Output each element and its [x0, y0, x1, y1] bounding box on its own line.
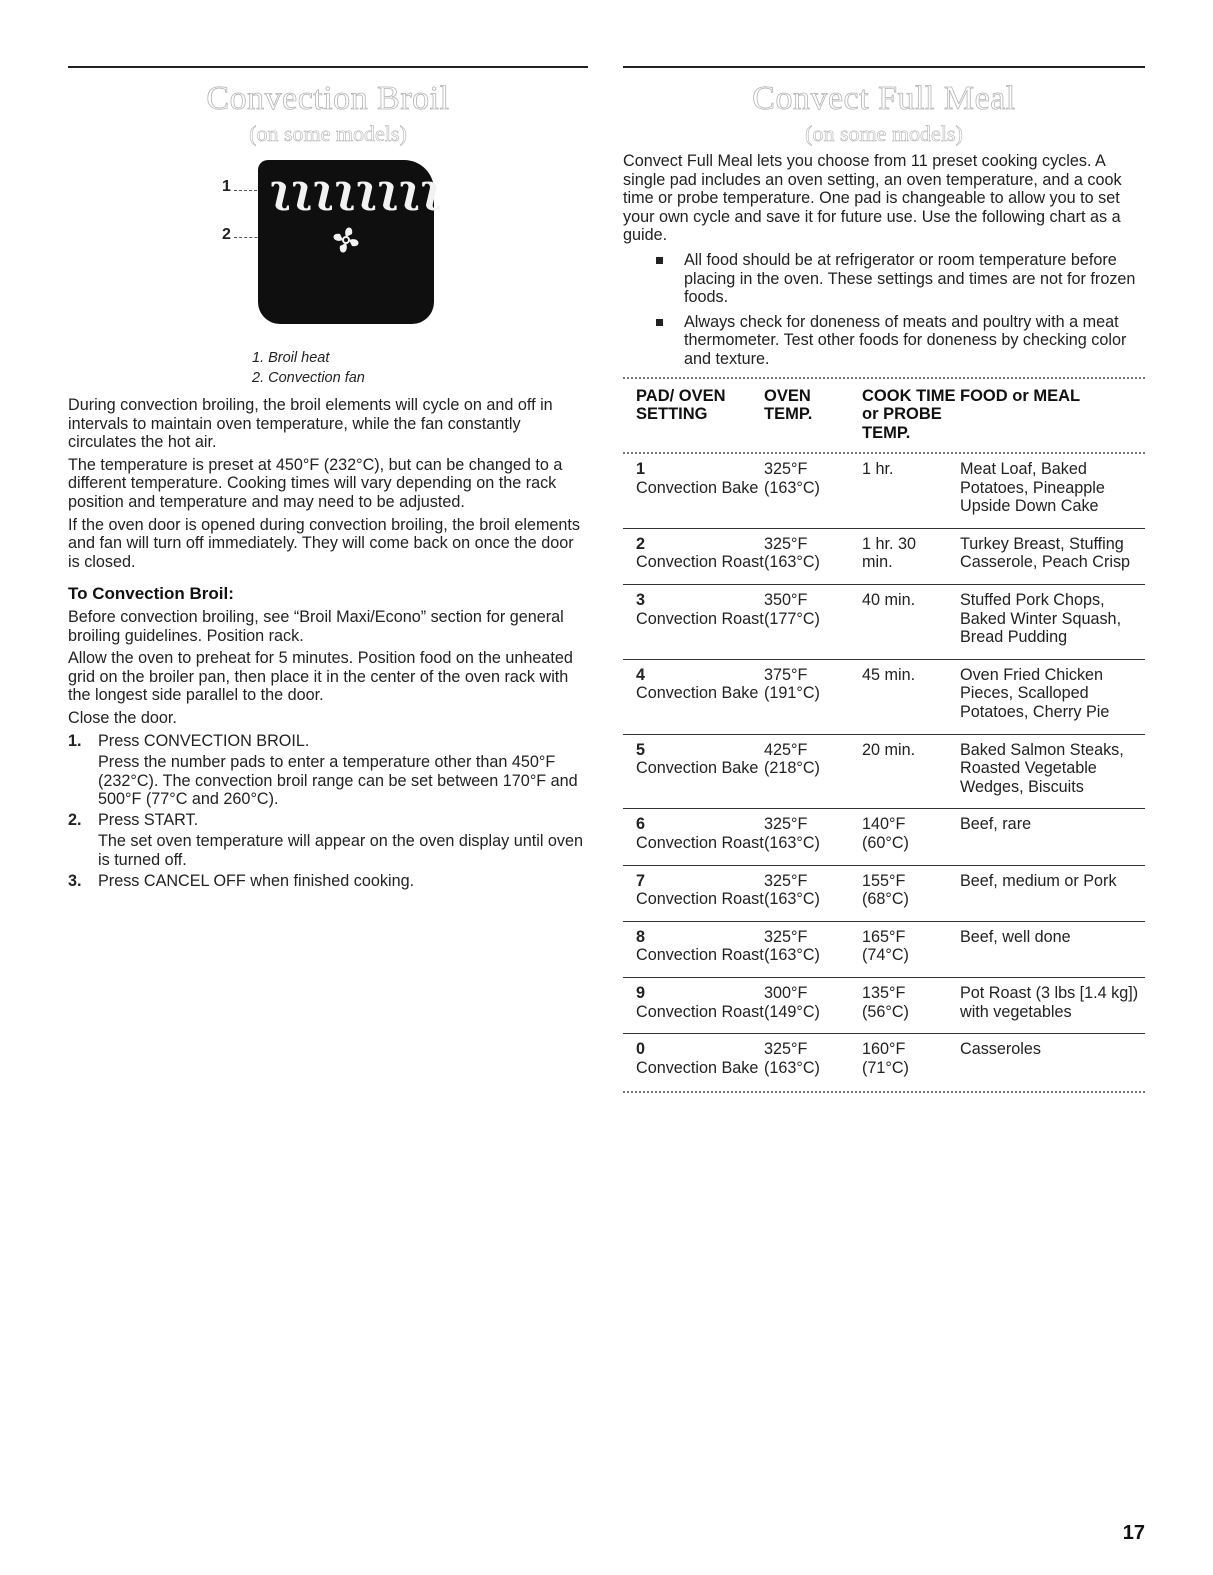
oven-temp-c: (163°C) [764, 890, 820, 909]
section-subtitle: (on some models) [805, 121, 963, 146]
oven-temp-f: 325°F [764, 534, 808, 553]
pad-cell [623, 585, 764, 660]
oven-temp-cell [764, 659, 862, 734]
table-row [623, 921, 1145, 977]
cook-time-primary: 155°F [862, 871, 906, 890]
oven-setting: Convection Bake [636, 478, 759, 497]
oven-setting: Convection Roast [636, 609, 764, 628]
oven-setting: Convection Bake [636, 1058, 759, 1077]
step-text: Press CANCEL OFF when finished cooking. [98, 871, 415, 890]
table-row [623, 659, 1145, 734]
convect-full-meal-section [623, 66, 1145, 1093]
food-cell: Oven Fried Chicken Pieces, Scalloped Potatoes, Cherry Pie [960, 659, 1145, 734]
paragraph-temperature: The temperature is preset at 450°F (232°C), but can be changed to a different temperature. Cooking times will vary depending on the rack position and temperature and may need to be adjusted. [68, 455, 563, 511]
pad-number: 6 [636, 815, 646, 834]
cook-time-primary: 160°F [862, 1040, 906, 1059]
oven-temp-c: (149°C) [764, 1002, 820, 1021]
intro-paragraph: Convect Full Meal lets you choose from 11 preset cooking cycles. A single pad includes an oven setting, an oven temperature, and a cook time or probe temperature. One pad is changeable to allow you to set your own cycle and save it for future use. Use the following chart as a guide. [623, 152, 1122, 245]
food-cell: Casseroles [960, 1040, 1041, 1059]
oven-temp-c: (163°C) [764, 478, 820, 497]
oven-temp-c: (163°C) [764, 946, 820, 965]
cook-time-cell [862, 1034, 960, 1090]
food-cell: Baked Salmon Steaks, Roasted Vegetable Wedges, Biscuits [960, 734, 1145, 809]
pad-cell [623, 921, 764, 977]
pad-number: 5 [636, 740, 646, 759]
step-number: 2. [68, 810, 82, 829]
instruction-before: Before convection broiling, see “Broil Maxi/Econo” section for general broiling guidelines. Position rack. [68, 607, 564, 645]
oven-setting: Convection Roast [636, 946, 764, 965]
bullet-square-icon [656, 319, 663, 326]
cook-time-cell [862, 865, 960, 921]
step-detail: The set oven temperature will appear on the oven display until oven is turned off. [98, 832, 584, 870]
pad-cell [623, 734, 764, 809]
table-bottom-rule [623, 1091, 1145, 1093]
step-item [68, 872, 588, 891]
step-number: 1. [68, 731, 82, 750]
table-body [623, 452, 1145, 1089]
step-item [68, 811, 588, 870]
step-item [68, 732, 588, 809]
cook-time-primary: 40 min. [862, 591, 916, 609]
food-cell: Beef, rare [960, 809, 1145, 865]
pad-cell [623, 454, 764, 528]
convection-fan-icon [328, 222, 364, 258]
cook-time-primary: 165°F [862, 927, 906, 946]
section-subtitle: (on some models) [249, 121, 407, 146]
oven-setting: Convection Roast [636, 1002, 764, 1021]
pad-cell [623, 528, 764, 584]
bullet-square-icon [656, 257, 663, 264]
food-cell: Stuffed Pork Chops, Baked Winter Squash, Bread Pudding [960, 585, 1145, 660]
food-cell: Pot Roast (3 lbs [1.4 kg]) with vegetables [960, 977, 1145, 1033]
oven-temp-f: 325°F [764, 1040, 808, 1059]
pad-cell [623, 977, 764, 1033]
pad-cell [623, 809, 764, 865]
cook-time-primary: 135°F [862, 983, 906, 1002]
oven-setting: Convection Roast [636, 890, 764, 909]
oven-temp-cell [764, 921, 862, 977]
bullet-text: All food should be at refrigerator or room temperature before placing in the oven. These settings and times are not for frozen foods. [684, 250, 1136, 307]
food-cell: Beef, medium or Pork [960, 865, 1145, 921]
oven-temp-cell [764, 734, 862, 809]
oven-temp-c: (177°C) [764, 609, 820, 628]
table-row [623, 734, 1145, 809]
cook-time-primary: 1 hr. [862, 460, 894, 479]
oven-setting: Convection Bake [636, 759, 759, 778]
oven-temp-cell [764, 809, 862, 865]
oven-temp-cell [764, 585, 862, 660]
cook-time-cell [862, 921, 960, 977]
top-rule [623, 66, 1145, 68]
section-title: Convect Full Meal [752, 80, 1016, 117]
oven-temp-f: 325°F [764, 460, 808, 479]
cooking-cycle-table [623, 379, 1145, 1090]
cook-time-secondary: min. [862, 553, 893, 572]
oven-temp-c: (191°C) [764, 684, 820, 703]
pad-number: 7 [636, 871, 646, 890]
oven-temp-f: 375°F [764, 665, 808, 684]
instruction-close-door: Close the door. [68, 708, 177, 727]
oven-display-panel [258, 160, 443, 324]
oven-temp-f: 425°F [764, 740, 808, 759]
oven-temp-f: 325°F [764, 871, 808, 890]
callout-number-2: 2 [222, 226, 231, 243]
table-header-row [623, 379, 1145, 453]
cook-time-secondary: (74°C) [862, 946, 909, 965]
cook-time-secondary: (71°C) [862, 1058, 909, 1077]
oven-temp-f: 325°F [764, 927, 808, 946]
pad-number: 8 [636, 927, 646, 946]
oven-temp-c: (163°C) [764, 1058, 820, 1077]
cook-time-cell [862, 977, 960, 1033]
header-cook-time: COOK TIME or PROBE TEMP. [862, 386, 956, 442]
oven-temp-cell [764, 454, 862, 528]
figure-caption-2: 2. Convection fan [252, 370, 365, 386]
cook-time-secondary: (68°C) [862, 890, 909, 909]
cook-time-secondary: (60°C) [862, 833, 909, 852]
broil-heat-icon: ʅʅʅʅʅʅʅʅ [270, 166, 443, 211]
oven-temp-f: 300°F [764, 983, 808, 1002]
oven-temp-cell [764, 865, 862, 921]
instruction-preheat: Allow the oven to preheat for 5 minutes. Position food on the unheated grid on the broiler pan, then place it in the center of the oven rack with the longest side parallel to the door. [68, 649, 573, 705]
pad-number: 3 [636, 591, 646, 609]
oven-temp-cell [764, 1034, 862, 1090]
oven-temp-cell [764, 528, 862, 584]
paragraph-cycling: During convection broiling, the broil elements will cycle on and off in intervals to maintain oven temperature, while the fan constantly circulates the hot air. [68, 396, 553, 452]
cook-time-cell [862, 454, 960, 528]
cook-time-cell [862, 585, 960, 660]
pad-number: 9 [636, 983, 646, 1002]
oven-setting: Convection Bake [636, 684, 759, 703]
section-title: Convection Broil [206, 80, 450, 117]
callout-number-1: 1 [222, 178, 231, 195]
pad-number: 4 [636, 665, 646, 684]
header-pad-setting: PAD/ OVEN SETTING [636, 386, 726, 424]
table-row [623, 865, 1145, 921]
oven-temp-c: (163°C) [764, 833, 820, 852]
table-row [623, 977, 1145, 1033]
top-rule [68, 66, 588, 68]
cook-time-secondary: (56°C) [862, 1002, 909, 1021]
pad-number: 2 [636, 534, 646, 553]
bullet-item [623, 313, 1145, 369]
step-text: Press START. [98, 810, 199, 829]
page-number: 17 [1122, 1522, 1145, 1544]
bullet-item [623, 251, 1145, 307]
pad-number: 1 [636, 460, 646, 479]
convection-broil-figure [68, 152, 588, 392]
oven-setting: Convection Roast [636, 553, 764, 572]
bullet-list [623, 251, 1145, 369]
oven-temp-f: 325°F [764, 815, 808, 834]
step-number: 3. [68, 871, 82, 890]
table-row [623, 1034, 1145, 1090]
food-cell: Turkey Breast, Stuffing Casserole, Peach Crisp [960, 528, 1145, 584]
bullet-text: Always check for doneness of meats and poultry with a meat thermometer. Test other foods for doneness by checking color and texture. [684, 312, 1127, 368]
paragraph-door: If the oven door is opened during convection broiling, the broil elements and fan will turn off immediately. They will come back on once the door is closed. [68, 515, 581, 571]
table-row [623, 454, 1145, 528]
pad-cell [623, 1034, 764, 1090]
cook-time-cell [862, 734, 960, 809]
cook-time-primary: 20 min. [862, 740, 916, 759]
pad-cell [623, 659, 764, 734]
oven-setting: Convection Roast [636, 833, 764, 852]
cook-time-cell [862, 659, 960, 734]
cook-time-primary: 140°F [862, 815, 906, 834]
header-food: FOOD or MEAL [960, 386, 1081, 405]
cook-time-cell [862, 809, 960, 865]
cook-time-primary: 45 min. [862, 665, 916, 684]
convection-broil-section [68, 66, 588, 890]
header-oven-temp: OVEN TEMP. [764, 386, 813, 424]
table-row [623, 809, 1145, 865]
oven-temp-cell [764, 977, 862, 1033]
pad-number: 0 [636, 1040, 646, 1059]
subhead-to-convection-broil: To Convection Broil: [68, 584, 234, 604]
table-row [623, 585, 1145, 660]
figure-caption-1: 1. Broil heat [252, 350, 330, 366]
oven-temp-c: (218°C) [764, 759, 820, 778]
oven-temp-c: (163°C) [764, 553, 820, 572]
step-list [68, 732, 588, 891]
step-text: Press CONVECTION BROIL. [98, 731, 310, 750]
step-detail: Press the number pads to enter a temperature other than 450°F (232°C). The convection broil range can be set between 170°F and 500°F (77°C and 260°C). [98, 753, 578, 809]
cook-time-cell [862, 528, 960, 584]
pad-cell [623, 865, 764, 921]
food-cell: Beef, well done [960, 921, 1145, 977]
food-cell: Meat Loaf, Baked Potatoes, Pineapple Upside Down Cake [960, 454, 1145, 528]
table-row [623, 528, 1145, 584]
oven-temp-f: 350°F [764, 591, 808, 609]
cook-time-primary: 1 hr. 30 [862, 534, 916, 553]
